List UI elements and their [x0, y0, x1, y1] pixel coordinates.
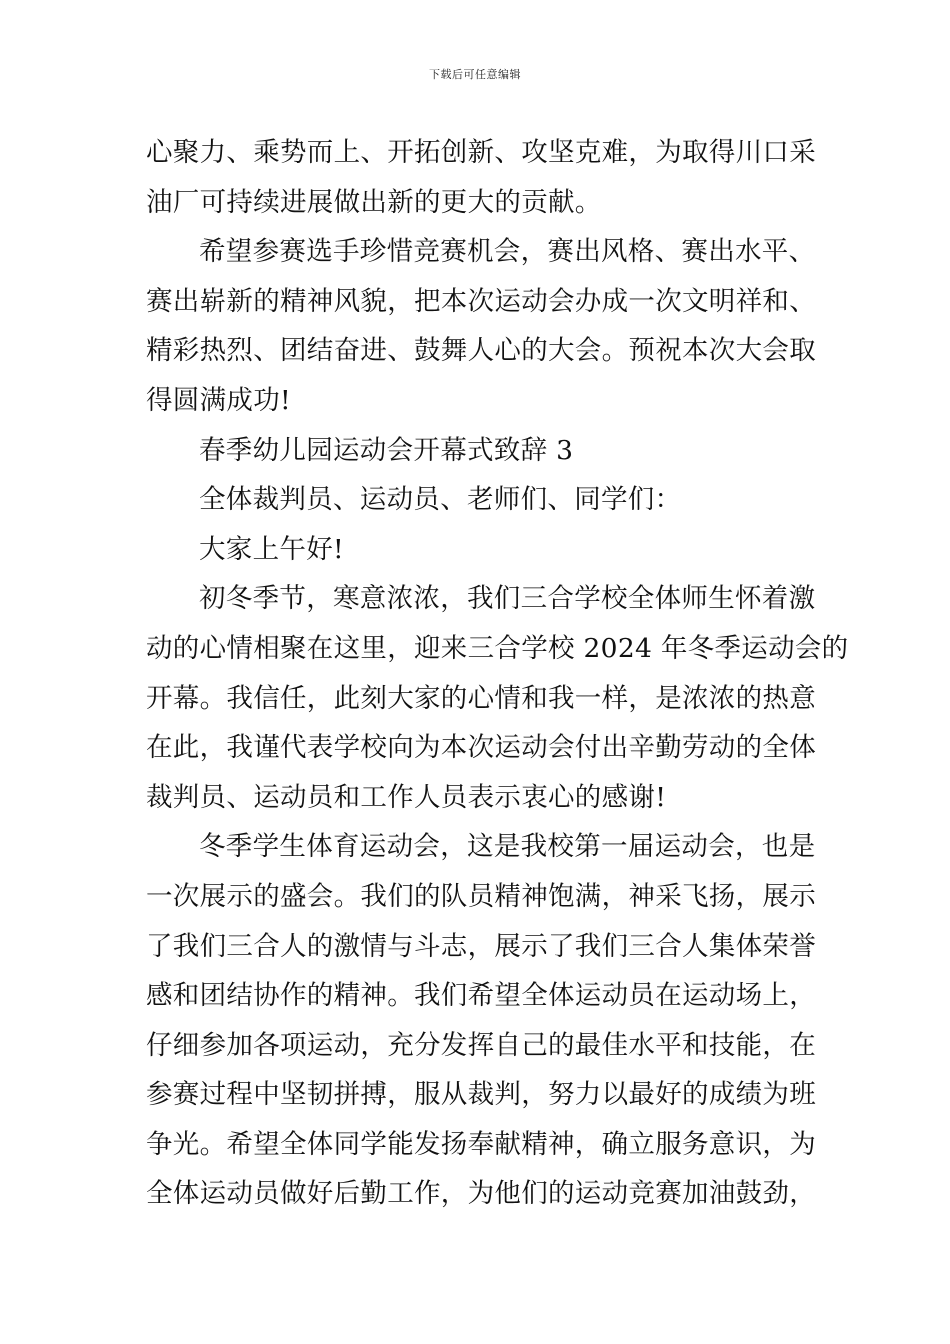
text-line: 动的心情相聚在这里，迎来三合学校 2024 年冬季运动会的: [146, 632, 849, 664]
text-line: 精彩热烈、团结奋进、鼓舞人心的大会。预祝本次大会取: [146, 335, 816, 367]
text-line: 了我们三合人的激情与斗志，展示了我们三合人集体荣誉: [146, 930, 816, 962]
text-line: 感和团结协作的精神。我们希望全体运动员在运动场上，: [146, 980, 816, 1012]
text-line: 全体裁判员、运动员、老师们、同学们：: [199, 484, 682, 516]
text-line: 大家上午好!: [199, 533, 344, 565]
text-line: 春季幼儿园运动会开幕式致辞 3: [199, 434, 574, 466]
text-line: 油厂可持续进展做出新的更大的贡献。: [146, 186, 602, 218]
text-line: 开幕。我信任，此刻大家的心情和我一样，是浓浓的热意: [146, 682, 816, 714]
document-body: [146, 128, 849, 1219]
text-line: 赛出崭新的精神风貌，把本次运动会办成一次文明祥和、: [146, 285, 816, 317]
text-line: 希望参赛选手珍惜竞赛机会，赛出风格、赛出水平、: [199, 236, 816, 268]
page-header: 下载后可任意编辑: [429, 68, 521, 81]
text-line: 冬季学生体育运动会，这是我校第一届运动会，也是: [199, 831, 816, 863]
text-line: 得圆满成功!: [146, 384, 291, 416]
text-line: 初冬季节，寒意浓浓，我们三合学校全体师生怀着激: [199, 583, 816, 615]
text-line: 仔细参加各项运动，充分发挥自己的最佳水平和技能，在: [146, 1029, 816, 1061]
text-line: 参赛过程中坚韧拼搏，服从裁判，努力以最好的成绩为班: [146, 1079, 816, 1111]
text-line: 裁判员、运动员和工作人员表示衷心的感谢!: [146, 781, 667, 813]
text-line: 心聚力、乘势而上、开拓创新、攻坚克难，为取得川口采: [146, 137, 816, 168]
text-line: 争光。希望全体同学能发扬奉献精神，确立服务意识，为: [146, 1128, 816, 1160]
text-line: 在此，我谨代表学校向为本次运动会付出辛勤劳动的全体: [146, 732, 816, 764]
text-line: 一次展示的盛会。我们的队员精神饱满，神采飞扬，展示: [146, 880, 816, 912]
text-line: 全体运动员做好后勤工作，为他们的运动竞赛加油鼓劲，: [146, 1178, 816, 1210]
